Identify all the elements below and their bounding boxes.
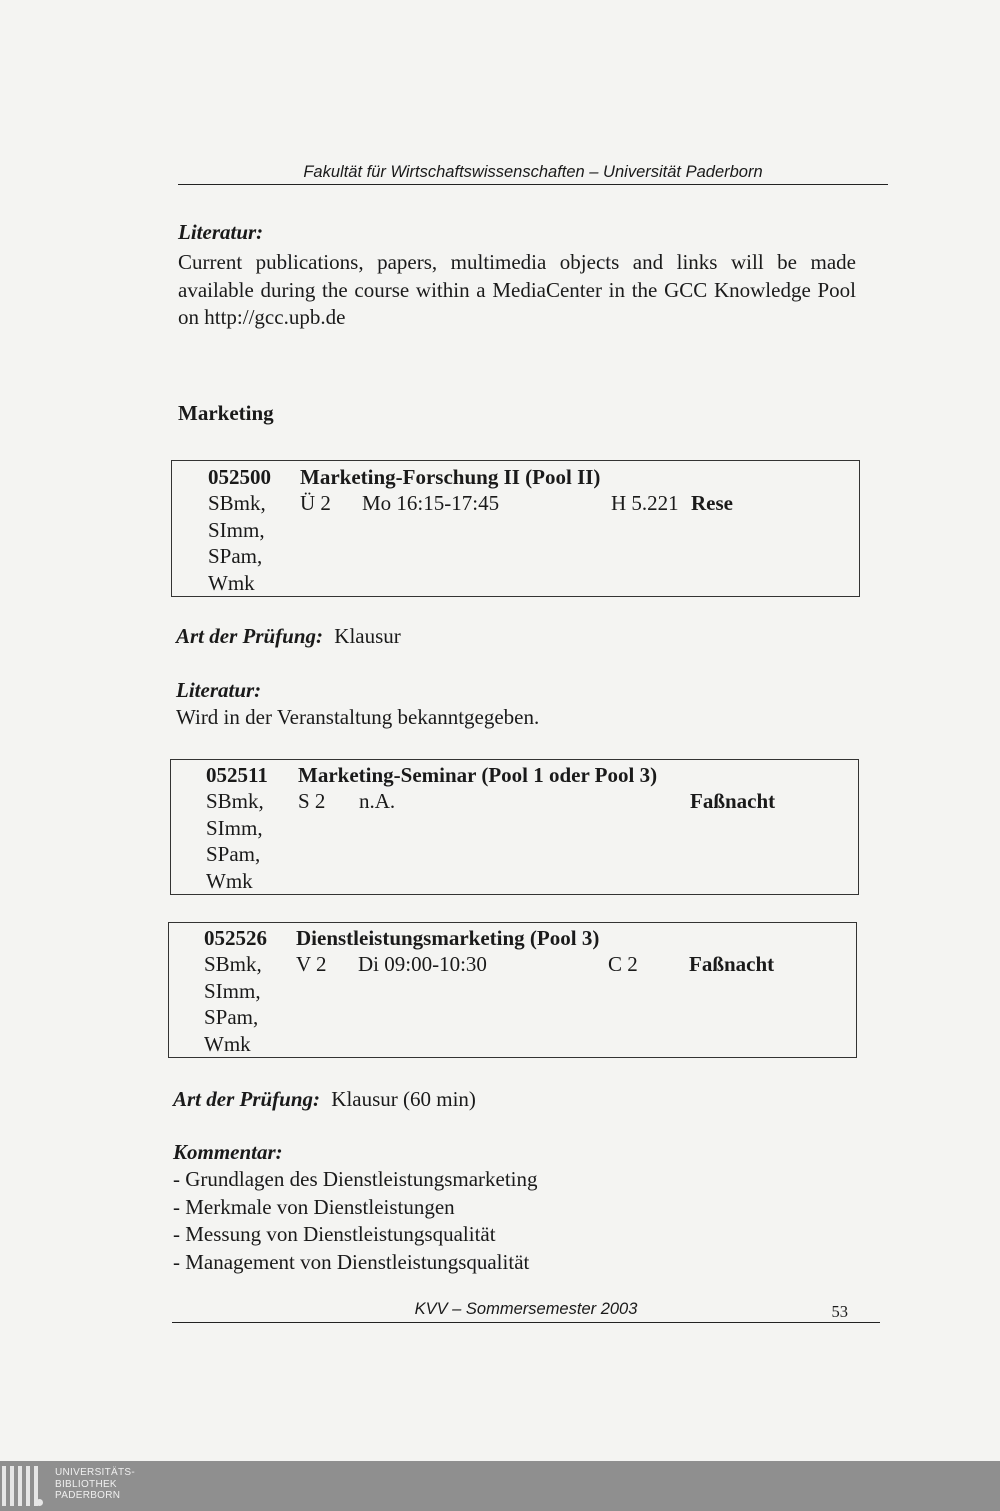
footer-title: KVV – Sommersemester 2003 — [414, 1300, 638, 1318]
course-program: SBmk, — [206, 789, 264, 813]
pruefung-line — [173, 1086, 476, 1114]
course-program: Wmk — [206, 869, 253, 893]
library-name — [55, 1467, 135, 1502]
course-type: S 2 — [298, 789, 326, 813]
course-lecturer: Faßnacht — [689, 952, 775, 976]
course-time: Mo 16:15-17:45 — [362, 491, 500, 515]
course-id: 052500 — [208, 465, 271, 489]
kommentar-list — [173, 1166, 538, 1276]
running-header — [178, 163, 888, 185]
course-time: n.A. — [359, 789, 396, 813]
kommentar-label: Kommentar: — [173, 1140, 283, 1164]
course-box — [170, 759, 859, 895]
course-title: Dienstleistungsmarketing (Pool 3) — [296, 926, 600, 950]
course-room: H 5.221 — [611, 491, 679, 515]
pruefung-value: Klausur (60 min) — [331, 1087, 476, 1111]
library-bar — [0, 1461, 1000, 1511]
pruefung-line — [176, 623, 401, 651]
list-item: - Messung von Dienstleistungsqualität — [173, 1222, 496, 1246]
literatur-label: Literatur: — [176, 678, 262, 702]
course-lecturer: Faßnacht — [690, 789, 776, 813]
running-footer — [172, 1300, 880, 1323]
course-program: Wmk — [208, 571, 255, 595]
course-box — [168, 922, 857, 1058]
course-time: Di 09:00-10:30 — [358, 952, 487, 976]
page-number: 53 — [831, 1302, 848, 1321]
course-title: Marketing-Forschung II (Pool II) — [300, 465, 601, 489]
course-program: Wmk — [204, 1032, 251, 1056]
library-line: UNIVERSITÄTS- — [55, 1467, 136, 1478]
literatur-label: Literatur: — [178, 220, 264, 244]
list-item: - Grundlagen des Dienstleistungsmarketing — [173, 1167, 538, 1191]
literatur-line: on http://gcc.upb.de — [178, 305, 346, 329]
section-title: Marketing — [178, 401, 274, 425]
pruefung-label: Art der Prüfung: — [173, 1087, 321, 1111]
course-type: Ü 2 — [300, 491, 331, 515]
course-program: SImm, — [204, 979, 261, 1003]
course-type: V 2 — [296, 952, 327, 976]
course-program: SImm, — [206, 816, 263, 840]
header-title: Fakultät für Wirtschaftswissenschaften – Universität Paderborn — [303, 163, 763, 181]
course-room: C 2 — [608, 952, 638, 976]
library-line: BIBLIOTHEK — [55, 1478, 117, 1490]
course-program: SBmk, — [208, 491, 266, 515]
pruefung-label: Art der Prüfung: — [176, 624, 324, 648]
literatur-line: available during the course within a MediaCenter in the GCC Knowledge Pool — [178, 277, 856, 302]
course-box — [171, 460, 860, 597]
list-item: - Management von Dienstleistungsqualität — [173, 1249, 530, 1274]
library-line: PADERBORN — [55, 1490, 121, 1501]
literatur-text: Wird in der Veranstaltung bekanntgegeben. — [176, 705, 540, 729]
course-program: SBmk, — [204, 952, 262, 976]
list-item: - Merkmale von Dienstleistungen — [173, 1194, 455, 1219]
literatur-line: Current publications, papers, multimedia objects and links will be made — [178, 250, 856, 274]
course-program: SPam, — [208, 544, 263, 568]
course-program: SImm, — [208, 518, 265, 542]
course-lecturer: Rese — [691, 491, 733, 515]
course-program: SPam, — [206, 842, 261, 866]
literatur-text — [178, 249, 856, 332]
course-id: 052526 — [204, 926, 267, 950]
course-title: Marketing-Seminar (Pool 1 oder Pool 3) — [298, 763, 658, 787]
course-id: 052511 — [206, 763, 268, 787]
logo-dot-icon — [36, 1499, 43, 1506]
course-program: SPam, — [204, 1005, 259, 1029]
pruefung-value: Klausur — [334, 624, 401, 648]
